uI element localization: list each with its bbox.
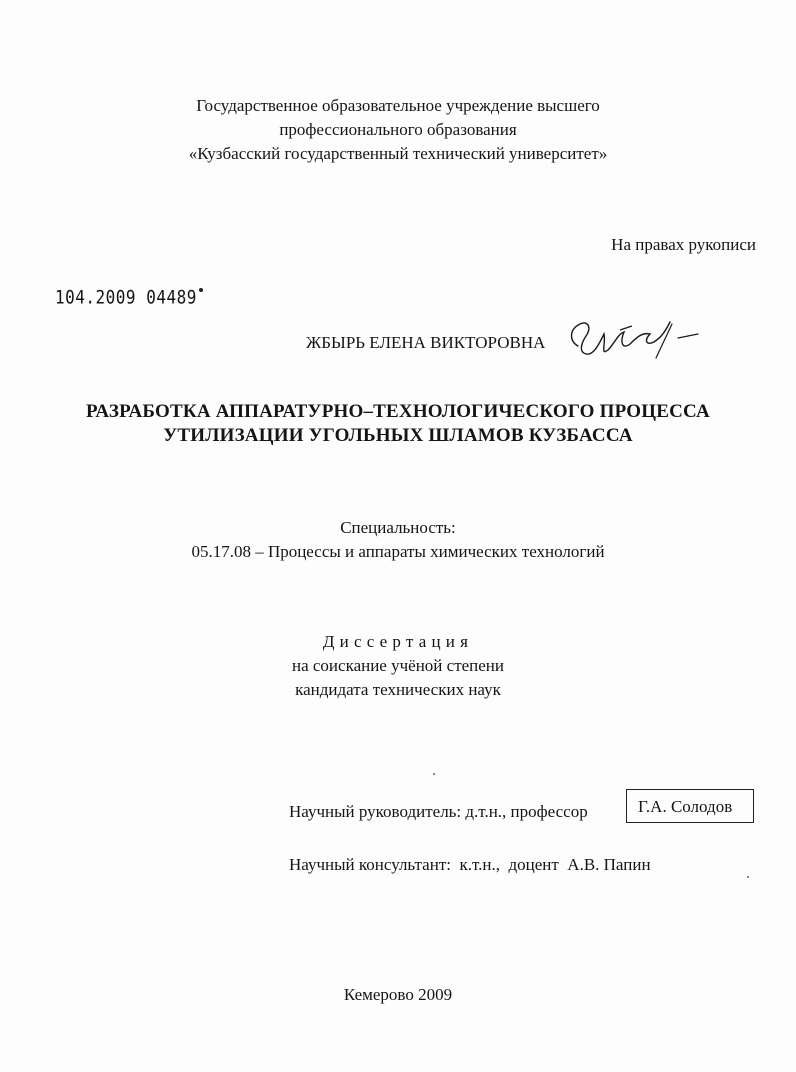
organization-header [0, 94, 796, 166]
title-line-1: РАЗРАБОТКА АППАРАТУРНО–ТЕХНОЛОГИЧЕСКОГО ПРОЦЕССА [86, 401, 710, 422]
degree-line: на соискание учёной степени [291, 656, 505, 675]
specialty-value: 05.17.08 – Процессы и аппараты химических технологий [191, 542, 605, 561]
dissertation-word: Диссертация [322, 632, 474, 651]
manuscript-rights-note: На правах рукописи [611, 235, 756, 254]
org-line-2: профессионального образования [279, 120, 517, 139]
registration-code: 104.2009 04489 [55, 286, 197, 308]
degree-name: кандидата технических наук [295, 680, 501, 699]
title-line-2: УТИЛИЗАЦИИ УГОЛЬНЫХ ШЛАМОВ КУЗБАССА [163, 425, 633, 446]
specialty-block [0, 516, 796, 564]
org-line-3: «Кузбасский государственный технический университет» [188, 144, 608, 163]
scan-dot [747, 876, 749, 878]
consultant-line: Научный консультант: к.т.н., доцент А.В. Папин [289, 855, 651, 874]
dissertation-block [0, 630, 796, 702]
supervisor-name: Г.А. Солодов [638, 797, 733, 816]
author-name: ЖБЫРЬ ЕЛЕНА ВИКТОРОВНА [306, 333, 546, 352]
org-line-1: Государственное образовательное учреждение высшего [196, 96, 600, 115]
signature-image [560, 312, 710, 362]
supervisor-label: Научный руководитель: д.т.н., профессор [289, 802, 588, 821]
code-mark-dot [199, 288, 203, 292]
scan-dot [433, 773, 435, 775]
city-year: Кемерово 2009 [343, 985, 453, 1004]
dissertation-title [0, 400, 796, 448]
specialty-label: Специальность: [340, 518, 456, 537]
